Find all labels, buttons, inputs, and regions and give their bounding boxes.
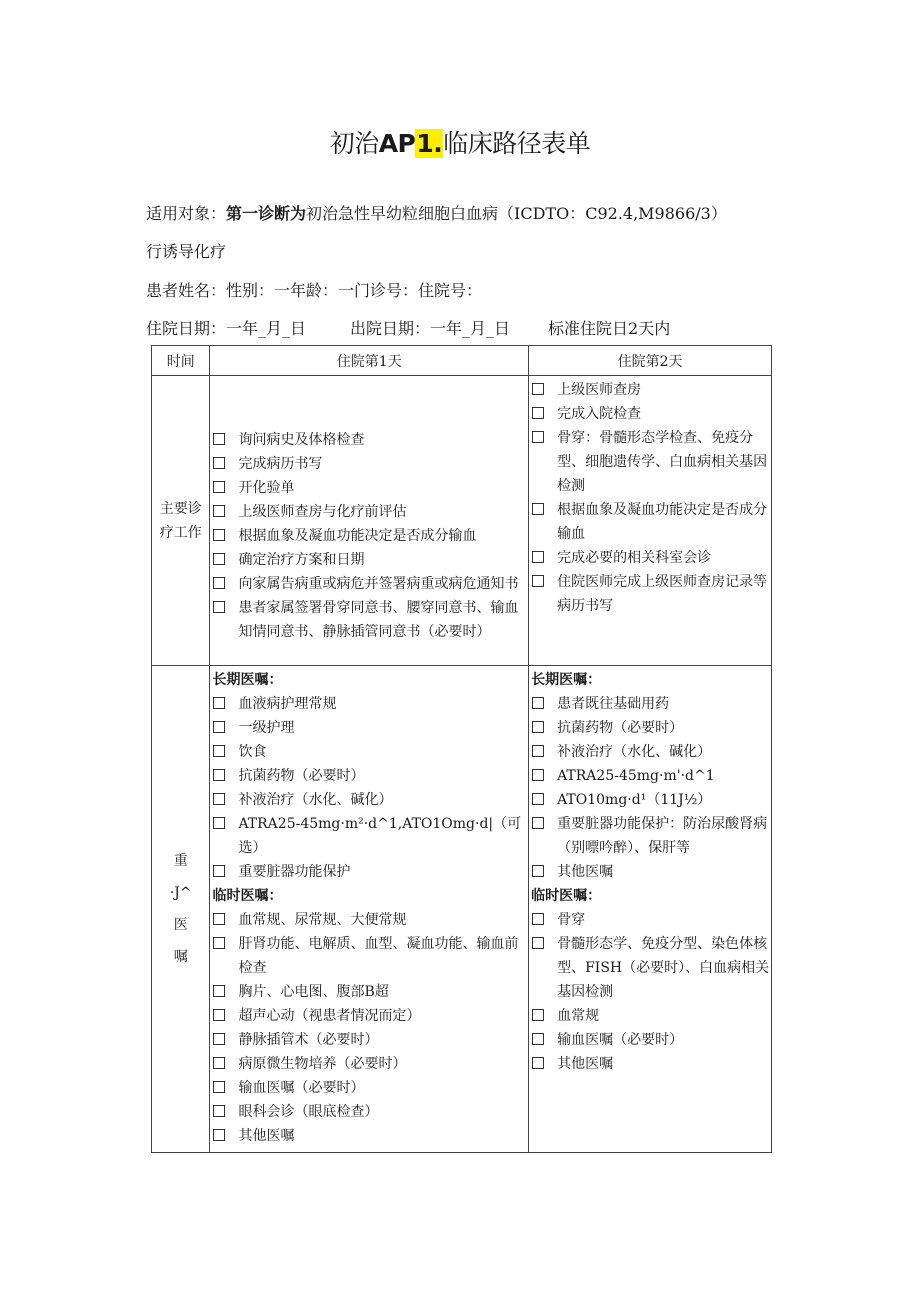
checklist-item	[212, 908, 528, 932]
checkbox-icon[interactable]	[213, 1129, 225, 1141]
checklist-item-label: 胸片、心电图、腹部B超	[238, 984, 389, 1000]
checkbox-icon[interactable]	[532, 817, 544, 829]
checklist-item	[212, 932, 528, 980]
checklist-item-label: 完成必要的相关科室会诊	[557, 550, 712, 566]
checklist-item-label: 根据血象及凝血功能决定是否成分输血	[557, 502, 768, 542]
day1-temp-orders-header: 临时医嘱：	[212, 888, 283, 904]
checklist-item-label: 患者家属签署骨穿同意书、腰穿同意书、输血知情同意书、静脉插管同意书（必要时）	[238, 600, 519, 640]
checkbox-icon[interactable]	[213, 745, 225, 757]
checkbox-icon[interactable]	[213, 457, 225, 469]
checkbox-icon[interactable]	[532, 431, 544, 443]
checkbox-icon[interactable]	[213, 481, 225, 493]
checkbox-icon[interactable]	[532, 575, 544, 587]
day1-main-work	[210, 376, 529, 666]
checkbox-icon[interactable]	[532, 1009, 544, 1021]
checklist-item	[212, 548, 528, 572]
day2-long-orders-header: 长期医嘱：	[531, 672, 602, 688]
checkbox-icon[interactable]	[213, 793, 225, 805]
checkbox-icon[interactable]	[213, 1057, 225, 1069]
applicable-subject-cont: 行诱导化疗	[146, 242, 227, 261]
checklist-item	[212, 860, 528, 884]
checkbox-icon[interactable]	[532, 937, 544, 949]
checklist-item-label: 向家属告病重或病危并签署病重或病危通知书	[238, 576, 519, 592]
day2-main-work	[529, 376, 772, 666]
checklist-item-label: 静脉插管术（必要时）	[238, 1032, 379, 1048]
checklist-item-label: 肝肾功能、电解质、血型、凝血功能、输血前检查	[238, 936, 519, 976]
date-info: 住院日期：一年_月_日 出院日期：一年_月_日 标准住院日2天内	[146, 319, 671, 338]
day1-orders	[210, 666, 529, 1153]
orders-label-char: 嘱	[173, 949, 188, 965]
checkbox-icon[interactable]	[532, 697, 544, 709]
col-day2-header: 住院第2天	[529, 346, 772, 376]
checklist-item	[212, 980, 528, 1004]
checklist-item-label: 其他医嘱	[238, 1128, 295, 1144]
checklist-item-label: 骨穿：骨髓形态学检查、免疫分型、细胞遗传学、白血病相关基因检测	[557, 430, 768, 494]
checkbox-icon[interactable]	[532, 1057, 544, 1069]
checkbox-icon[interactable]	[213, 433, 225, 445]
checklist-item-label: 血液病护理常规	[238, 696, 337, 712]
checklist-item-label: 其他医嘱	[557, 1056, 614, 1072]
checklist-item-label: 根据血象及凝血功能决定是否成分输血	[238, 528, 477, 544]
checklist-item-label: 超声心动（视患者情况而定）	[238, 1008, 421, 1024]
applicable-subject: 适用对象：第一诊断为初治急性早幼粒细胞白血病（ICDTO：C92.4,M9866/3）	[146, 204, 727, 223]
checklist-item	[531, 426, 771, 498]
checklist-item	[531, 860, 771, 884]
checklist-item-label: 确定治疗方案和日期	[238, 552, 365, 568]
checklist-item	[212, 788, 528, 812]
checkbox-icon[interactable]	[532, 745, 544, 757]
checkbox-icon[interactable]	[213, 937, 225, 949]
checklist-item	[531, 788, 771, 812]
checkbox-icon[interactable]	[532, 913, 544, 925]
day1-long-orders-header: 长期医嘱：	[212, 672, 283, 688]
checklist-item	[212, 1100, 528, 1124]
checklist-item-label: 抗菌药物（必要时）	[557, 720, 684, 736]
checkbox-icon[interactable]	[213, 913, 225, 925]
checklist-item	[531, 1028, 771, 1052]
checklist-item-label: 饮食	[238, 744, 267, 760]
checkbox-icon[interactable]	[532, 1033, 544, 1045]
checklist-item-label: 其他医嘱	[557, 864, 614, 880]
checkbox-icon[interactable]	[213, 865, 225, 877]
checklist-item	[531, 908, 771, 932]
checklist-item	[212, 428, 528, 452]
main-work-label: 主要诊疗工作	[152, 376, 210, 666]
col-time-header: 时间	[152, 346, 210, 376]
checklist-item	[531, 1004, 771, 1028]
checkbox-icon[interactable]	[213, 505, 225, 517]
checklist-item	[531, 1052, 771, 1076]
checklist-item	[212, 740, 528, 764]
checklist-item	[212, 596, 528, 644]
checklist-item-label: 一级护理	[238, 720, 295, 736]
checkbox-icon[interactable]	[213, 721, 225, 733]
checkbox-icon[interactable]	[213, 529, 225, 541]
checklist-item	[212, 1004, 528, 1028]
day2-orders	[529, 666, 772, 1153]
checklist-item	[531, 812, 771, 860]
checklist-item-label: 开化验单	[238, 480, 295, 496]
checkbox-icon[interactable]	[213, 985, 225, 997]
checklist-item	[531, 692, 771, 716]
checklist-item-label: 病原微生物培养（必要时）	[238, 1056, 407, 1072]
checkbox-icon[interactable]	[213, 817, 225, 829]
checklist-item-label: ATRA25-45mg·m²·d^1,ATO1Omg·d|（可选）	[238, 816, 522, 856]
orders-label-char: 重	[173, 853, 188, 869]
checklist-item	[531, 402, 771, 426]
checklist-item	[212, 1124, 528, 1148]
checkbox-icon[interactable]	[532, 503, 544, 515]
clinical-pathway-table	[151, 345, 772, 1153]
checklist-item	[531, 764, 771, 788]
checklist-item	[531, 716, 771, 740]
checkbox-icon[interactable]	[532, 769, 544, 781]
checklist-item-label: 输血医嘱（必要时）	[557, 1032, 684, 1048]
checkbox-icon[interactable]	[532, 407, 544, 419]
orders-label-char: 医	[173, 917, 188, 933]
checklist-item	[212, 476, 528, 500]
checkbox-icon[interactable]	[532, 865, 544, 877]
checklist-item-label: 骨穿	[557, 912, 586, 928]
checkbox-icon[interactable]	[213, 553, 225, 565]
checklist-item	[212, 716, 528, 740]
checklist-item	[212, 452, 528, 476]
checklist-item-label: 住院医师完成上级医师查房记录等病历书写	[557, 574, 768, 614]
checklist-item-label: 重要脏器功能保护：防治尿酸肾病（别嘌吟醉）、保肝等	[557, 816, 768, 856]
checklist-item-label: 补液治疗（水化、碱化）	[557, 744, 712, 760]
checkbox-icon[interactable]	[532, 793, 544, 805]
checklist-item-label: 上级医师查房与化疗前评估	[238, 504, 407, 520]
checklist-item	[531, 932, 771, 1004]
checkbox-icon[interactable]	[213, 769, 225, 781]
checklist-item	[212, 812, 528, 860]
checkbox-icon[interactable]	[213, 577, 225, 589]
orders-label-char: ·J^	[169, 885, 192, 901]
checklist-item	[531, 498, 771, 546]
page-title: 初治AP1.临床路径表单	[329, 129, 591, 158]
checklist-item-label: 输血医嘱（必要时）	[238, 1080, 365, 1096]
checkbox-icon[interactable]	[213, 1081, 225, 1093]
checkbox-icon[interactable]	[532, 551, 544, 563]
checklist-item-label: 询问病史及体格检查	[238, 432, 365, 448]
checklist-item-label: 完成入院检查	[557, 406, 642, 422]
checklist-item	[531, 570, 771, 618]
checklist-item	[212, 572, 528, 596]
checkbox-icon[interactable]	[532, 383, 544, 395]
checklist-item-label: 抗菌药物（必要时）	[238, 768, 365, 784]
checklist-item	[212, 692, 528, 716]
checklist-item-label: 完成病历书写	[238, 456, 323, 472]
checklist-item-label: 上级医师查房	[557, 382, 642, 398]
checklist-item-label: 补液治疗（水化、碱化）	[238, 792, 393, 808]
col-day1-header: 住院第1天	[210, 346, 529, 376]
checklist-item	[531, 378, 771, 402]
checkbox-icon[interactable]	[213, 697, 225, 709]
checklist-item-label: 患者既往基础用药	[557, 696, 670, 712]
checkbox-icon[interactable]	[532, 721, 544, 733]
checklist-item	[212, 500, 528, 524]
checklist-item	[212, 1052, 528, 1076]
day2-temp-orders-header: 临时医嘱：	[531, 888, 602, 904]
checklist-item	[212, 1028, 528, 1052]
patient-info: 患者姓名：性别：一年龄：一门诊号：住院号：	[146, 281, 483, 300]
checklist-item	[531, 546, 771, 570]
checkbox-icon[interactable]	[213, 601, 225, 613]
checklist-item	[212, 1076, 528, 1100]
checklist-item-label: 骨髓形态学、免疫分型、染色体核型、FISH（必要时）、白血病相关基因检测	[557, 936, 770, 1000]
checklist-item	[212, 764, 528, 788]
checklist-item-label: 血常规	[557, 1008, 600, 1024]
checkbox-icon[interactable]	[213, 1033, 225, 1045]
checklist-item-label: ATRA25-45mg·m'·d^1	[557, 768, 715, 784]
checklist-item	[531, 740, 771, 764]
checklist-item-label: 血常规、尿常规、大便常规	[238, 912, 407, 928]
checklist-item-label: 重要脏器功能保护	[238, 864, 351, 880]
checklist-item-label: ATO10mg·d¹（11J½）	[557, 792, 712, 808]
checkbox-icon[interactable]	[213, 1105, 225, 1117]
checklist-item	[212, 524, 528, 548]
checkbox-icon[interactable]	[213, 1009, 225, 1021]
orders-label	[152, 666, 210, 1153]
checklist-item-label: 眼科会诊（眼底检查）	[238, 1104, 379, 1120]
